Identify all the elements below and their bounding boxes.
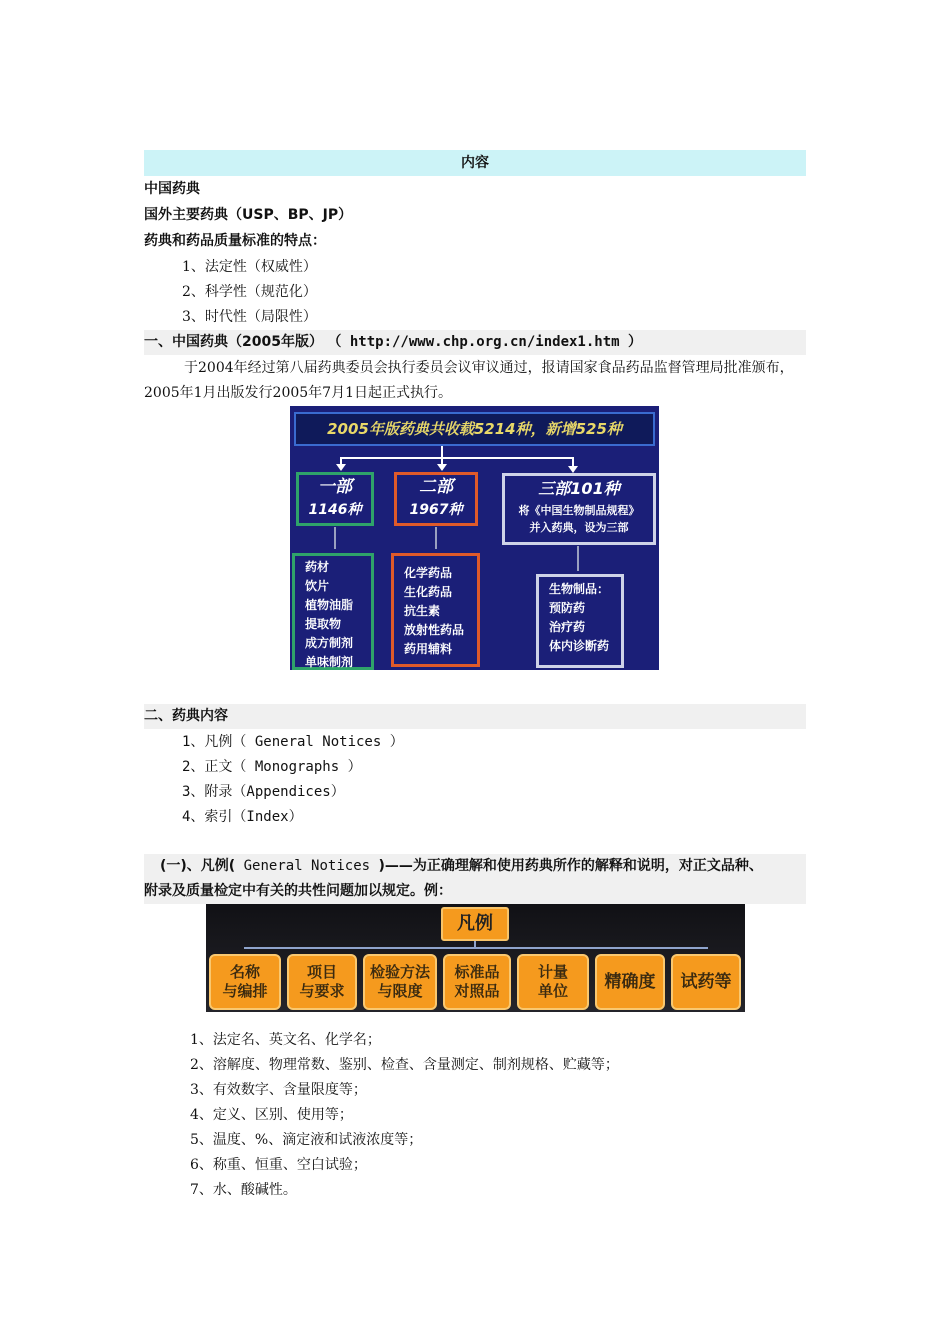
definition-prefix: (一)、凡例( bbox=[160, 858, 236, 874]
definition-term: General Notices bbox=[235, 858, 379, 874]
example-item: 1、法定名、英文名、化学名； bbox=[190, 1032, 381, 1048]
figure2-item-reagents: 试药等 bbox=[671, 954, 741, 1010]
part1-title: 一部 bbox=[318, 477, 352, 497]
content-item: 2、正文（ Monographs ） bbox=[182, 759, 362, 775]
content-item: 3、附录（Appendices） bbox=[182, 784, 345, 800]
part3-note1: 将《中国生物制品规程》 bbox=[518, 504, 640, 517]
item-line: 标准品 bbox=[454, 963, 500, 981]
example-item: 5、温度、%、滴定液和试液浓度等； bbox=[190, 1132, 423, 1148]
item-line: 名称 bbox=[229, 963, 260, 981]
item-line: 单位 bbox=[537, 982, 568, 1000]
section1-heading-row bbox=[144, 330, 806, 355]
section1-heading: 一、中国药典（2005年版） bbox=[144, 334, 323, 350]
part1-box bbox=[296, 472, 374, 526]
figure2-item-test-method bbox=[363, 954, 437, 1010]
section1-paragraph: 于2004年经过第八届药典委员会执行委员会议审议通过，报请国家食品药品监督管理局批准颁布， 2005年1月出版发行2005年7月1日起正式执行。 bbox=[144, 360, 794, 401]
part1-count: 1146种 bbox=[308, 502, 362, 518]
connector bbox=[577, 546, 579, 571]
arrow-icon bbox=[336, 464, 346, 471]
content-item: 1、凡例（ General Notices ） bbox=[182, 734, 404, 750]
item-line: 对照品 bbox=[454, 982, 500, 1000]
list-item: 药用辅料 bbox=[404, 642, 453, 656]
item-line: 检验方法 bbox=[369, 963, 430, 981]
item-line: 计量 bbox=[537, 963, 568, 981]
figure2-item-units bbox=[517, 954, 589, 1010]
list-item: 提取物 bbox=[305, 617, 342, 631]
definition-line2: 附录及质量检定中有关的共性问题加以规定。例： bbox=[144, 883, 452, 899]
list-item: 放射性药品 bbox=[404, 623, 465, 637]
part2-box bbox=[394, 472, 478, 526]
list-item: 成方制剂 bbox=[305, 636, 354, 650]
list-item: 化学药品 bbox=[404, 566, 453, 580]
list-item: 抗生素 bbox=[404, 604, 441, 618]
arrow-icon bbox=[437, 464, 447, 471]
section2-heading: 二、药典内容 bbox=[144, 704, 806, 729]
part3-note2: 并入药典，设为三部 bbox=[529, 521, 629, 534]
example-item: 3、有效数字、含量限度等； bbox=[190, 1082, 367, 1098]
figure1-banner: 2005年版药典共收载5214种，新增525种 bbox=[294, 412, 655, 446]
example-item: 6、称重、恒重、空白试验； bbox=[190, 1157, 367, 1173]
connector bbox=[435, 527, 437, 549]
connector bbox=[334, 527, 336, 549]
feature-item: 2、科学性（规范化） bbox=[182, 284, 317, 300]
part1-list bbox=[292, 553, 374, 670]
figure2-item-project bbox=[287, 954, 357, 1010]
figure2-item-name bbox=[209, 954, 281, 1010]
feature-item: 3、时代性（局限性） bbox=[182, 309, 317, 325]
list-item: 单味制剂 bbox=[305, 655, 354, 669]
figure2-top-box: 凡例 bbox=[441, 907, 509, 941]
list-item: 生物制品： bbox=[549, 582, 610, 596]
connector bbox=[340, 457, 574, 459]
contents-header: 内容 bbox=[144, 150, 806, 176]
part2-count: 1967种 bbox=[409, 502, 463, 518]
pharmacopoeia-structure-figure bbox=[290, 406, 659, 670]
content-item: 4、索引（Index） bbox=[182, 809, 303, 825]
part2-title: 二部 bbox=[419, 477, 453, 497]
list-item: 治疗药 bbox=[549, 620, 586, 634]
feature-item: 1、法定性（权威性） bbox=[182, 259, 317, 275]
list-item: 饮片 bbox=[305, 579, 330, 593]
part3-title: 三部101种 bbox=[538, 479, 620, 498]
item-line: 项目 bbox=[306, 963, 337, 981]
item-line: 与要求 bbox=[299, 982, 345, 1000]
part3-box bbox=[502, 473, 656, 545]
list-item: 药材 bbox=[305, 560, 330, 574]
figure2-item-standards bbox=[443, 954, 511, 1010]
example-item: 4、定义、区别、使用等； bbox=[190, 1107, 353, 1123]
list-item: 生化药品 bbox=[404, 585, 453, 599]
list-item: 植物油脂 bbox=[305, 598, 354, 612]
toc-item-chinese-pharmacopoeia: 中国药典 bbox=[144, 181, 200, 197]
list-item: 体内诊断药 bbox=[549, 639, 610, 653]
definition-line1: )——为正确理解和使用药典所作的解释和说明，对正文品种、 bbox=[378, 858, 763, 874]
figure2-item-precision: 精确度 bbox=[595, 954, 665, 1010]
toc-item-foreign-pharmacopoeias: 国外主要药典（USP、BP、JP） bbox=[144, 207, 353, 223]
part3-list bbox=[536, 574, 624, 668]
general-notices-figure bbox=[206, 904, 745, 1012]
toc-item-features: 药典和药品质量标准的特点： bbox=[144, 233, 326, 249]
general-notices-definition bbox=[144, 854, 806, 904]
item-line: 与限度 bbox=[377, 982, 423, 1000]
example-item: 7、水、酸碱性。 bbox=[190, 1182, 297, 1198]
connector bbox=[244, 947, 708, 949]
example-item: 2、溶解度、物理常数、鉴别、检查、含量测定、制剂规格、贮藏等； bbox=[190, 1057, 619, 1073]
list-item: 预防药 bbox=[549, 601, 586, 615]
item-line: 与编排 bbox=[222, 982, 268, 1000]
pharmacopoeia-url: （ http://www.chp.org.cn/index1.htm ） bbox=[327, 334, 642, 350]
part2-list bbox=[391, 553, 480, 667]
arrow-icon bbox=[568, 466, 578, 473]
